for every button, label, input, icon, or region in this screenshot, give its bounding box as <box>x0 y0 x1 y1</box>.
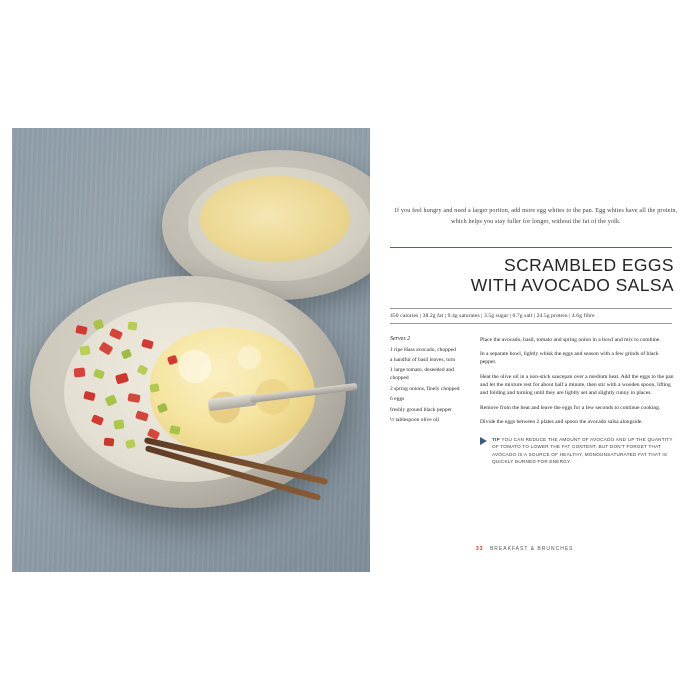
folio <box>476 546 574 552</box>
recipe-body <box>390 336 674 466</box>
ingredient-item: ½ tablespoon olive oil <box>390 417 439 424</box>
page-title <box>390 255 674 296</box>
method-step: Place the avocado, basil, tomato and spring onion in a bowl and mix to combine. <box>480 336 661 343</box>
tip-label: TIP <box>492 436 500 442</box>
intro-paragraph: If you feel hungry and need a larger portion, add more egg whites to the pan. Egg whites have all the protein, which helps you stay fuller for longer, without the fat of the yolk. <box>394 208 678 226</box>
ingredient-item: 2 spring onions, finely chopped <box>390 385 460 392</box>
nutrition-rule-bottom <box>390 323 672 324</box>
method-step: Heat the olive oil in a non-stick saucepan over a medium heat. Add the eggs to the pan and let the mixture rest for about half a minute, then stir with a wooden spoon, lifting and folding and turning until they are lightly set and slightly runny in places. <box>480 373 674 397</box>
serves-label: Serves 2 <box>390 335 411 342</box>
tip-body <box>492 436 674 466</box>
ingredient-item: a handful of basil leaves, torn <box>390 356 456 363</box>
section-name: BREAKFAST & BRUNCHES <box>489 546 574 552</box>
avocado-salsa <box>70 316 205 461</box>
triangle-arrow-icon <box>480 437 487 445</box>
nutrition-info: 450 calories | 38.2g fat | 9.4g saturates | 3.5g sugar | 0.7g salt | 24.5g protein | 4.6g fibre <box>390 312 595 319</box>
page-number: 33 <box>476 546 484 552</box>
method-column <box>480 336 674 466</box>
ingredient-item: 1 large tomato, deseeded and chopped <box>390 367 454 382</box>
title-top-rule <box>390 247 672 249</box>
recipe-photo <box>12 128 370 572</box>
method-step: In a separate bowl, lightly whisk the eggs and season with a few grinds of black pepper. <box>480 350 659 366</box>
nutrition-rule-top <box>390 308 672 309</box>
recipe-page <box>376 128 688 572</box>
tip-copy: YOU CAN REDUCE THE AMOUNT OF AVOCADO AND UP THE QUANTITY OF TOMATO TO LOWER THE FAT CONTENT. BUT DON'T FORGET THAT AVOCADO IS A SOURCE OF HEALTHY, MONOUNSATURATED FAT THAT IS QUICKLY BURNED FOR ENERGY. <box>492 436 673 465</box>
tip-callout <box>480 436 674 466</box>
method-step: Remove from the heat and leave the eggs for a few seconds to continue cooking. <box>480 404 661 411</box>
page-title-line-2: WITH AVOCADO SALSA <box>470 275 674 296</box>
page-title-line-1: SCRAMBLED EGGS <box>504 255 674 276</box>
background-scrambled-eggs <box>200 176 350 262</box>
ingredient-item: 6 eggs <box>390 396 405 403</box>
ingredient-item: 1 ripe Hass avocado, chopped <box>390 346 456 353</box>
method-step: Divide the eggs between 2 plates and spoon the avocado salsa alongside. <box>480 419 643 426</box>
wooden-chopsticks <box>142 458 332 488</box>
ingredient-item: freshly ground black pepper <box>390 406 452 413</box>
ingredients-column <box>390 336 468 466</box>
